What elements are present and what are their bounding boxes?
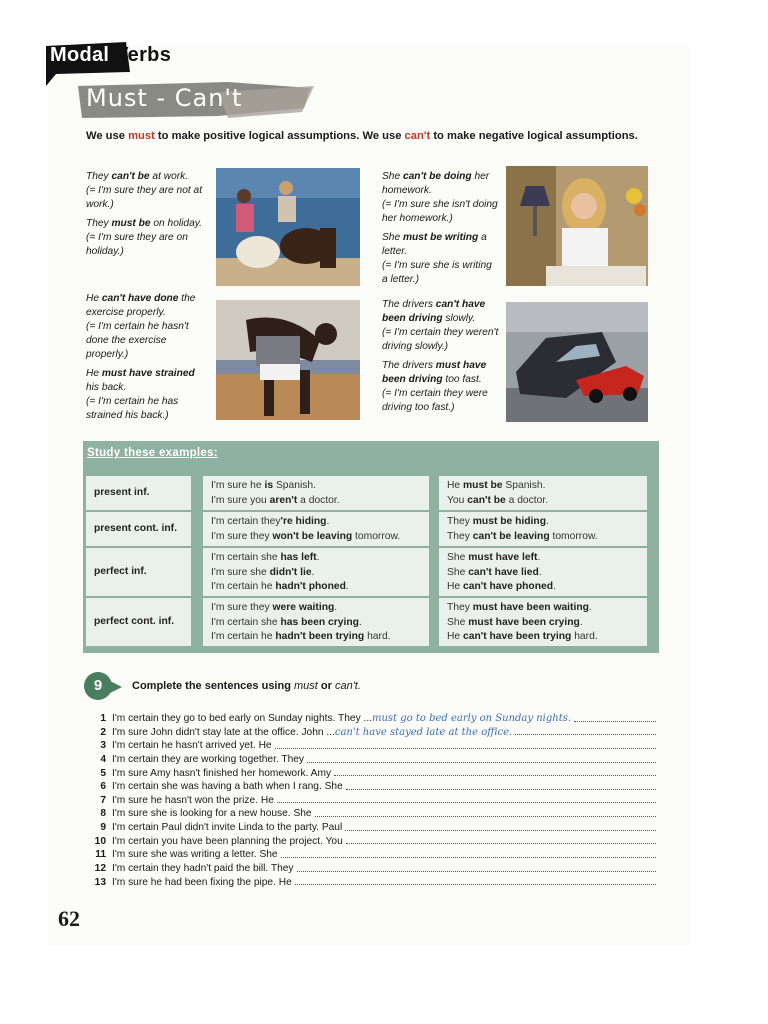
example-3-text: He can't have done the exercise properly. (= I'm certain he hasn't done the exercise properly.) He must have strained his back. (= I'm certain he has strained his back.) [86,293,196,421]
study-row-label: perfect cont. inf. [86,598,191,646]
answer-field[interactable] [307,753,656,763]
study-cell-modal: He must be Spanish. You can't be a doctor. [439,476,647,510]
exercise-item: 11 I'm sure she was writing a letter. She [86,848,656,862]
study-cell-modal: They must have been waiting. She must have been crying. He can't have been trying hard. [439,598,647,646]
answer-field[interactable] [346,780,656,790]
study-cell-modal: She must have left. She can't have lied. He can't have phoned. [439,548,647,596]
woman-writing-photo [506,166,648,286]
exercise-instruction: Complete the sentences using must or can't. [132,680,361,692]
intro-text: We use must to make positive logical assumptions. We use can't to make negative logical assumptions. [86,130,638,142]
exercise-item: 8 I'm sure she is looking for a new house. She [86,807,656,821]
exercise-item: 4 I'm certain they are working together. They [86,753,656,767]
study-row-label: present cont. inf. [86,512,191,546]
answer-field[interactable] [275,739,656,749]
study-cell-sure: I'm certain they're hiding. I'm sure they won't be leaving tomorrow. [203,512,429,546]
answer-field[interactable]: can't have stayed late at the office. [334,726,513,738]
answer-field[interactable] [295,876,656,886]
answer-field[interactable] [297,862,656,872]
section-title: Modal Verbs [50,44,172,66]
example-4-text: The drivers can't have been driving slowly. (= I'm certain they weren't driving slowly.) The drivers must have been driving too fast. (= I'm certain they were driving too fast.) [382,299,499,413]
example-2-text: She can't be doing her homework. (= I'm sure she isn't doing her homework.) She must be writing a letter. (= I'm sure she is writing a letter.) [382,171,498,285]
exercise-item: 13 I'm sure he had been fixing the pipe. He [86,876,656,890]
exercise-item: 6 I'm certain she was having a bath when I rang. She [86,780,656,794]
study-heading: Study these examples: [87,447,218,459]
study-cell-sure: I'm sure he is Spanish. I'm sure you aren't a doctor. [203,476,429,510]
exercise-items [86,712,656,889]
study-row-label: present inf. [86,476,191,510]
exercise-item: 3 I'm certain he hasn't arrived yet. He [86,739,656,753]
study-cell-modal: They must be hiding. They can't be leaving tomorrow. [439,512,647,546]
answer-field[interactable] [334,767,656,777]
man-back-pain-photo [216,300,360,420]
answer-field[interactable] [346,835,656,845]
exercise-item: 1 I'm certain they go to bed early on Sunday nights. They ... must go to bed early on Sunday nights. [86,712,656,726]
exercise-item: 2 I'm sure John didn't stay late at the office. John ... can't have stayed late at the office. [86,726,656,740]
answer-field[interactable] [315,807,656,817]
exercise-item: 12 I'm certain they hadn't paid the bill. They [86,862,656,876]
answer-field[interactable] [277,794,656,804]
study-cell-sure: I'm certain she has left. I'm sure she didn't lie. I'm certain he hadn't phoned. [203,548,429,596]
study-row-label: perfect inf. [86,548,191,596]
exercise-item: 9 I'm certain Paul didn't invite Linda to the party. Paul [86,821,656,835]
car-crash-photo [506,302,648,422]
answer-field[interactable] [281,848,656,858]
answer-field[interactable]: must go to bed early on Sunday nights. [372,713,572,724]
study-cell-sure: I'm sure they were waiting. I'm certain she has been crying. I'm certain he hadn't been trying hard. [203,598,429,646]
exercise-item: 10 I'm certain you have been planning the project. You [86,835,656,849]
example-1-text: They can't be at work. (= I'm sure they are not at work.) They must be on holiday. (= I'm sure they are on holiday.) [86,171,203,257]
exercise-item: 7 I'm sure he hasn't won the prize. He [86,794,656,808]
lesson-title: Must - Can't [86,84,243,112]
badge-arrow-icon [108,680,122,694]
page-number: 62 [58,906,80,931]
exercise-item: 5 I'm sure Amy hasn't finished her homework. Amy [86,767,656,781]
exercise-number-badge: 9 [84,672,112,700]
answer-field[interactable] [345,821,656,831]
horse-riding-photo [216,168,360,286]
